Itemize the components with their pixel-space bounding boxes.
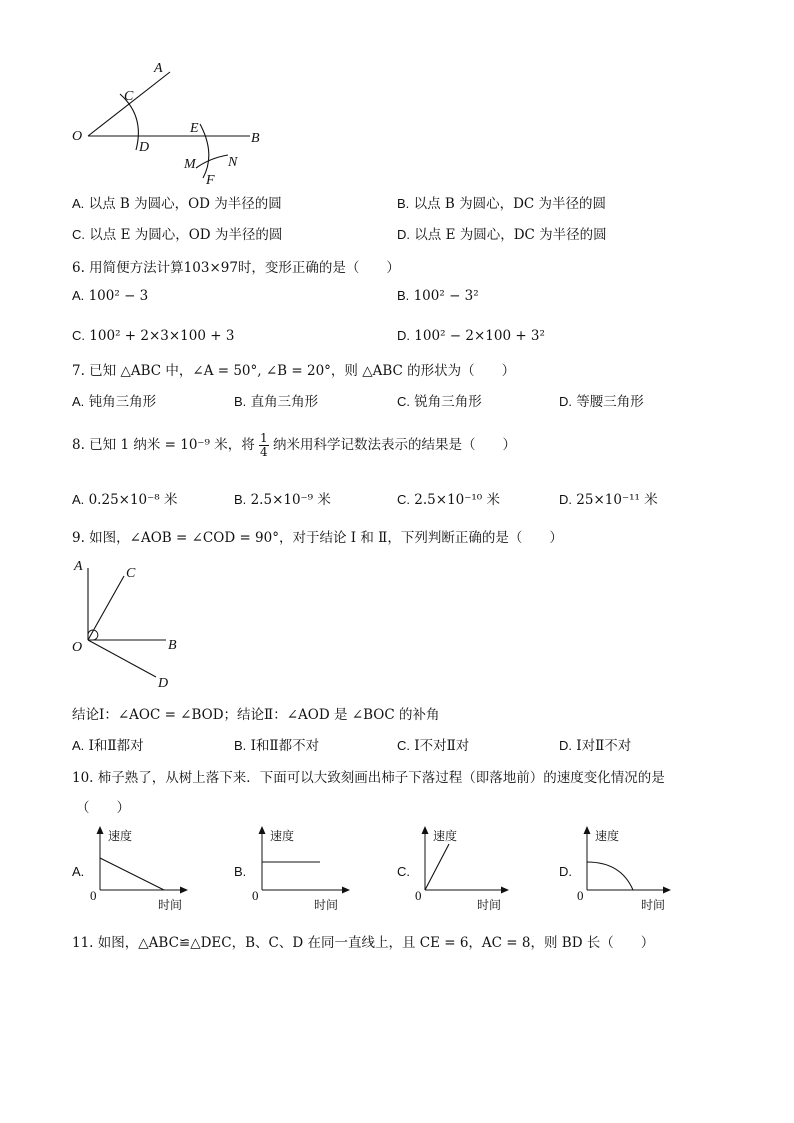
y-axis-label: 速度	[595, 829, 620, 843]
curve-decreasing	[100, 858, 164, 890]
q10-graph-c[interactable]	[413, 824, 523, 916]
curve-increasing	[425, 844, 449, 890]
q8-option-b-text: 2.5×10⁻⁹ 米	[250, 492, 331, 508]
q5-option-b-text: 以点 B 为圆心，DC 为半径的圆	[413, 196, 607, 212]
origin-label: 0	[415, 888, 422, 903]
q6-option-c-text: 100² + 2×3×100 + 3	[89, 328, 235, 344]
ray-od	[88, 640, 156, 677]
arc-ef	[200, 124, 209, 178]
q7-option-b-label: B.	[234, 394, 247, 409]
q7-option-c-label: C.	[397, 394, 410, 409]
q10-graph-a[interactable]	[88, 824, 198, 916]
q10-stem-paren: （ ）	[76, 800, 130, 816]
label-n: N	[228, 155, 238, 170]
origin-label: 0	[577, 888, 584, 903]
x-axis-label: 时间	[158, 898, 183, 912]
q9-option-a[interactable]	[72, 734, 144, 754]
q9-option-c-label: C.	[397, 738, 410, 753]
q9-option-d-label: D.	[559, 738, 572, 753]
q9-option-d-text: Ⅰ对Ⅱ不对	[576, 738, 632, 754]
label-o: O	[72, 129, 83, 144]
q11-stem: 11. 如图，△ABC≌△DEC，B、C、D 在同一直线上，且 CE = 6，AC = 8，则 BD 长（ ）	[72, 935, 655, 951]
q5-option-a-label: A.	[72, 196, 85, 211]
figure-q9	[66, 556, 196, 691]
label-d: D	[158, 676, 169, 691]
y-axis-label: 速度	[270, 829, 295, 843]
q9-option-b-text: Ⅰ和Ⅱ都不对	[250, 738, 320, 754]
q6-option-b-label: B.	[397, 288, 410, 303]
label-a: A	[154, 61, 163, 76]
y-axis-arrow-icon	[259, 826, 266, 834]
q8-option-b[interactable]	[234, 488, 331, 508]
y-axis-arrow-icon	[584, 826, 591, 834]
q6-option-b-text: 100² − 3²	[413, 288, 479, 304]
q8-option-a[interactable]	[72, 488, 177, 508]
x-axis-arrow-icon	[180, 887, 188, 894]
q5-option-b[interactable]	[397, 192, 606, 212]
q8-option-c-text: 2.5×10⁻¹⁰ 米	[414, 492, 500, 508]
q5-option-d-text: 以点 E 为圆心，DC 为半径的圆	[414, 227, 607, 243]
y-axis-arrow-icon	[422, 826, 429, 834]
q7-stem: 7. 已知 △ABC 中，∠A = 50°, ∠B = 20°，则 △ABC 的形状为（ ）	[72, 363, 516, 379]
x-axis-arrow-icon	[663, 887, 671, 894]
q7-option-d[interactable]	[559, 390, 644, 410]
q5-option-c[interactable]	[72, 223, 282, 243]
q10-option-b-label[interactable]: B.	[234, 864, 247, 879]
q7-option-a[interactable]	[72, 390, 156, 410]
x-axis-label: 时间	[314, 898, 339, 912]
q5-option-c-text: 以点 E 为圆心，OD 为半径的圆	[89, 227, 283, 243]
figure-q5	[60, 58, 290, 188]
label-d: D	[139, 140, 150, 155]
label-b: B	[251, 131, 260, 146]
q8-fraction-denominator: 4	[260, 445, 268, 459]
q7-option-a-label: A.	[72, 394, 85, 409]
origin-label: 0	[252, 888, 259, 903]
q6-option-d-text: 100² − 2×100 + 3²	[414, 328, 545, 344]
q8-option-b-label: B.	[234, 492, 247, 507]
origin-label: 0	[90, 888, 97, 903]
label-c: C	[124, 89, 134, 104]
curve-decreasing-arc	[587, 862, 633, 890]
q10-graph-b[interactable]	[250, 824, 360, 916]
q8-stem-post: 纳米用科学记数法表示的结果是（ ）	[272, 437, 516, 453]
q10-option-a-label[interactable]: A.	[72, 864, 85, 879]
q6-option-b[interactable]	[397, 288, 479, 304]
y-axis-label: 速度	[108, 829, 133, 843]
q9-option-b-label: B.	[234, 738, 247, 753]
x-axis-arrow-icon	[342, 887, 350, 894]
q6-stem: 6. 用简便方法计算103×97时，变形正确的是（ ）	[72, 260, 400, 276]
q8-option-c[interactable]	[397, 488, 500, 508]
q6-option-d[interactable]	[397, 328, 545, 344]
q8-fraction-numerator: 1	[260, 431, 268, 445]
label-b: B	[168, 638, 177, 653]
q6-option-a-label: A.	[72, 288, 85, 303]
q8-option-d-text: 25×10⁻¹¹ 米	[576, 492, 658, 508]
label-c: C	[126, 566, 136, 581]
q8-option-c-label: C.	[397, 492, 410, 507]
q7-option-a-text: 钝角三角形	[88, 394, 157, 410]
q10-stem: 10. 柿子熟了，从树上落下来．下面可以大致刻画出柿子下落过程（即落地前）的速度变化情况的是	[72, 770, 665, 786]
q7-option-d-label: D.	[559, 394, 572, 409]
q6-option-d-label: D.	[397, 328, 410, 343]
q9-option-c[interactable]	[397, 734, 469, 754]
q5-option-b-label: B.	[397, 196, 410, 211]
q9-option-a-text: Ⅰ和Ⅱ都对	[88, 738, 144, 754]
label-e: E	[190, 121, 199, 136]
y-axis-arrow-icon	[97, 826, 104, 834]
label-f: F	[206, 173, 215, 188]
x-axis-label: 时间	[641, 898, 666, 912]
q5-option-d[interactable]	[397, 223, 607, 243]
q7-option-d-text: 等腰三角形	[576, 394, 644, 410]
q8-option-a-text: 0.25×10⁻⁸ 米	[88, 492, 178, 508]
q5-option-a[interactable]	[72, 192, 282, 212]
q10-graph-d[interactable]	[575, 824, 685, 916]
q9-option-a-label: A.	[72, 738, 85, 753]
x-axis-arrow-icon	[501, 887, 509, 894]
q9-option-b[interactable]	[234, 734, 319, 754]
arc-mn	[196, 155, 228, 168]
q10-option-c-label[interactable]: C.	[397, 864, 410, 879]
q7-option-c[interactable]	[397, 390, 482, 410]
q8-stem	[72, 430, 516, 460]
q8-stem-pre: 8. 已知 1 纳米 = 10⁻⁹ 米，将	[72, 437, 255, 453]
q5-option-a-text: 以点 B 为圆心，OD 为半径的圆	[88, 196, 282, 212]
q7-option-b-text: 直角三角形	[250, 394, 319, 410]
q8-option-d[interactable]	[559, 488, 658, 508]
q6-option-a[interactable]	[72, 288, 148, 304]
q5-option-d-label: D.	[397, 227, 410, 242]
q8-option-a-label: A.	[72, 492, 85, 507]
q7-option-c-text: 锐角三角形	[414, 394, 482, 410]
q7-option-b[interactable]	[234, 390, 318, 410]
label-o: O	[72, 640, 83, 655]
q9-option-d[interactable]	[559, 734, 631, 754]
q5-option-c-label: C.	[72, 227, 85, 242]
q9-conclusion: 结论Ⅰ：∠AOC = ∠BOD；结论Ⅱ：∠AOD 是 ∠BOC 的补角	[72, 707, 440, 723]
q9-option-c-text: Ⅰ不对Ⅱ对	[414, 738, 470, 754]
q6-option-c[interactable]	[72, 328, 234, 344]
q8-option-d-label: D.	[559, 492, 572, 507]
x-axis-label: 时间	[477, 898, 502, 912]
y-axis-label: 速度	[433, 829, 458, 843]
label-m: M	[184, 157, 196, 172]
q8-fraction	[259, 432, 269, 459]
q9-stem: 9. 如图，∠AOB = ∠COD = 90°，对于结论 Ⅰ 和 Ⅱ，下列判断正确的是（ ）	[72, 530, 563, 546]
label-a: A	[74, 559, 83, 574]
q10-option-d-label[interactable]: D.	[559, 864, 572, 879]
q6-option-c-label: C.	[72, 328, 85, 343]
q6-option-a-text: 100² − 3	[88, 288, 149, 304]
